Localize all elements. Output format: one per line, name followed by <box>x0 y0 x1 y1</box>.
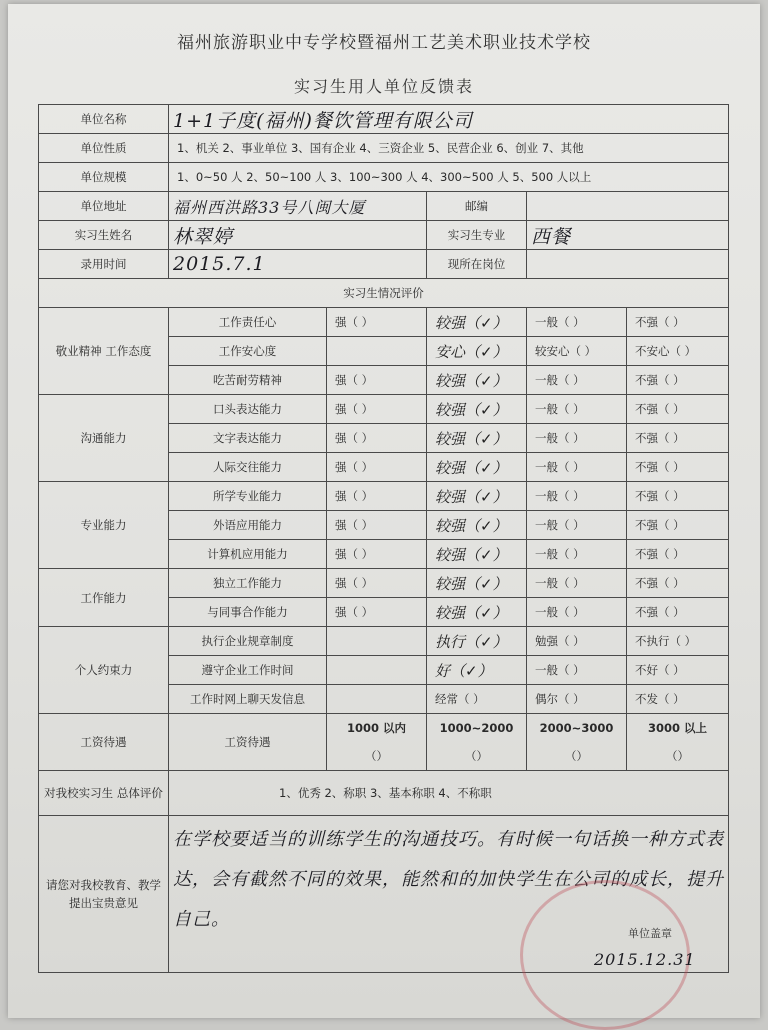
eval-option[interactable]: 强（ ） <box>327 540 427 569</box>
unit-address-value[interactable]: 福州西洪路33号八闽大厦 <box>169 192 427 221</box>
eval-option[interactable]: 不强（ ） <box>627 308 729 337</box>
eval-row <box>39 308 729 337</box>
eval-item: 口头表达能力 <box>169 395 327 424</box>
salary-option[interactable]: 2000~3000 <box>527 714 627 743</box>
unit-scale-row <box>39 163 729 192</box>
eval-option[interactable]: 较强（✓） <box>427 366 527 395</box>
eval-option[interactable]: 一般（ ） <box>527 453 627 482</box>
eval-option[interactable]: 强（ ） <box>327 308 427 337</box>
eval-option[interactable]: 一般（ ） <box>527 598 627 627</box>
feedback-table <box>38 104 729 973</box>
eval-option[interactable]: 较强（✓） <box>427 453 527 482</box>
intern-major-value[interactable]: 西餐 <box>527 221 729 250</box>
eval-option[interactable]: 较强（✓） <box>427 482 527 511</box>
eval-option[interactable]: 较安心（ ） <box>527 337 627 366</box>
salary-paren[interactable]: （） <box>627 742 729 771</box>
eval-option[interactable]: 一般（ ） <box>527 569 627 598</box>
eval-row <box>39 395 729 424</box>
eval-option[interactable]: 强（ ） <box>327 366 427 395</box>
eval-option <box>327 656 427 685</box>
unit-address-row <box>39 192 729 221</box>
eval-option[interactable]: 较强（✓） <box>427 511 527 540</box>
eval-option[interactable]: 较强（✓） <box>427 395 527 424</box>
eval-option[interactable]: 强（ ） <box>327 482 427 511</box>
eval-item: 吃苦耐劳精神 <box>169 366 327 395</box>
eval-option[interactable]: 一般（ ） <box>527 308 627 337</box>
eval-option[interactable]: 较强（✓） <box>427 424 527 453</box>
eval-option[interactable]: 强（ ） <box>327 453 427 482</box>
eval-option[interactable]: 一般（ ） <box>527 656 627 685</box>
eval-option[interactable]: 偶尔（ ） <box>527 685 627 714</box>
eval-option[interactable]: 好（✓） <box>427 656 527 685</box>
salary-option[interactable]: 1000~2000 <box>427 714 527 743</box>
eval-option[interactable]: 不强（ ） <box>627 540 729 569</box>
eval-option[interactable]: 一般（ ） <box>527 366 627 395</box>
eval-option[interactable]: 勉强（ ） <box>527 627 627 656</box>
eval-option[interactable]: 不强（ ） <box>627 511 729 540</box>
eval-group-label: 敬业精神 工作态度 <box>39 308 169 395</box>
eval-option[interactable]: 不强（ ） <box>627 395 729 424</box>
unit-nature-row <box>39 134 729 163</box>
hire-time-row <box>39 250 729 279</box>
overall-options[interactable]: 1、优秀 2、称职 3、基本称职 4、不称职 <box>169 771 729 816</box>
evaluation-header-row <box>39 279 729 308</box>
eval-option[interactable]: 不安心（ ） <box>627 337 729 366</box>
eval-option[interactable]: 一般（ ） <box>527 395 627 424</box>
eval-item: 人际交往能力 <box>169 453 327 482</box>
salary-option[interactable]: 1000 以内 <box>327 714 427 743</box>
eval-option[interactable]: 不强（ ） <box>627 453 729 482</box>
salary-paren[interactable]: （） <box>527 742 627 771</box>
eval-option[interactable]: 不强（ ） <box>627 366 729 395</box>
overall-row <box>39 771 729 816</box>
seal-label: 单位盖章 <box>628 927 672 940</box>
hire-time-label: 录用时间 <box>39 250 169 279</box>
intern-major-label: 实习生专业 <box>427 221 527 250</box>
eval-group-label: 工作能力 <box>39 569 169 627</box>
eval-option[interactable]: 经常（ ） <box>427 685 527 714</box>
eval-option[interactable]: 不强（ ） <box>627 569 729 598</box>
eval-item: 执行企业规章制度 <box>169 627 327 656</box>
suggestion-label: 请您对我校教育、教学提出宝贵意见 <box>39 816 169 973</box>
eval-item: 所学专业能力 <box>169 482 327 511</box>
eval-option[interactable]: 安心（✓） <box>427 337 527 366</box>
eval-row <box>39 569 729 598</box>
unit-name-value[interactable]: 1+1子度(福州)餐饮管理有限公司 <box>169 105 729 134</box>
hire-time-value[interactable]: 2015.7.1 <box>169 250 427 279</box>
salary-paren[interactable]: （） <box>427 742 527 771</box>
eval-option[interactable]: 强（ ） <box>327 424 427 453</box>
eval-row <box>39 482 729 511</box>
suggestion-text[interactable]: 在学校要适当的训练学生的沟通技巧。有时候一句话换一种方式表达，会有截然不同的效果，能然和的加快学生在公司的成长，提升自己。 <box>169 816 729 973</box>
eval-option[interactable]: 较强（✓） <box>427 569 527 598</box>
overall-label: 对我校实习生 总体评价 <box>39 771 169 816</box>
intern-name-value[interactable]: 林翠婷 <box>169 221 427 250</box>
school-title: 福州旅游职业中专学校暨福州工艺美术职业技术学校 <box>177 33 591 53</box>
eval-option <box>327 627 427 656</box>
eval-group-label: 沟通能力 <box>39 395 169 482</box>
unit-nature-label: 单位性质 <box>39 134 169 163</box>
eval-item: 遵守企业工作时间 <box>169 656 327 685</box>
eval-option[interactable]: 一般（ ） <box>527 482 627 511</box>
eval-option[interactable]: 执行（✓） <box>427 627 527 656</box>
intern-name-row <box>39 221 729 250</box>
eval-option[interactable]: 不执行（ ） <box>627 627 729 656</box>
eval-option[interactable]: 不强（ ） <box>627 482 729 511</box>
eval-option[interactable]: 较强（✓） <box>427 308 527 337</box>
eval-group-label: 专业能力 <box>39 482 169 569</box>
eval-option[interactable]: 强（ ） <box>327 511 427 540</box>
eval-option[interactable]: 强（ ） <box>327 395 427 424</box>
postcode-label: 邮编 <box>427 192 527 221</box>
salary-paren[interactable]: （） <box>327 742 427 771</box>
eval-item: 独立工作能力 <box>169 569 327 598</box>
evaluation-section-title: 实习生情况评价 <box>39 279 729 308</box>
unit-address-label: 单位地址 <box>39 192 169 221</box>
eval-item: 计算机应用能力 <box>169 540 327 569</box>
eval-option[interactable]: 一般（ ） <box>527 511 627 540</box>
eval-row <box>39 627 729 656</box>
unit-scale-label: 单位规模 <box>39 163 169 192</box>
salary-item-label: 工资待遇 <box>169 714 327 771</box>
eval-option[interactable]: 不强（ ） <box>627 424 729 453</box>
salary-group-label: 工资待遇 <box>39 714 169 771</box>
eval-option[interactable]: 不好（ ） <box>627 656 729 685</box>
unit-name-row <box>39 105 729 134</box>
intern-name-label: 实习生姓名 <box>39 221 169 250</box>
unit-name-label: 单位名称 <box>39 105 169 134</box>
eval-option[interactable]: 较强（✓） <box>427 598 527 627</box>
current-position-value[interactable] <box>527 250 729 279</box>
eval-option <box>327 337 427 366</box>
form-title: 实习生用人单位反馈表 <box>293 77 474 96</box>
eval-option[interactable]: 不发（ ） <box>627 685 729 714</box>
eval-group-label: 个人约束力 <box>39 627 169 714</box>
eval-option[interactable]: 一般（ ） <box>527 540 627 569</box>
eval-option[interactable]: 较强（✓） <box>427 540 527 569</box>
postcode-value[interactable] <box>527 192 729 221</box>
eval-option[interactable]: 强（ ） <box>327 569 427 598</box>
unit-nature-options[interactable]: 1、机关 2、事业单位 3、国有企业 4、三资企业 5、民营企业 6、创业 7、其他 <box>169 134 729 163</box>
eval-item: 工作时网上聊天发信息 <box>169 685 327 714</box>
unit-scale-options[interactable]: 1、0~50 人 2、50~100 人 3、100~300 人 4、300~500 人 5、500 人以上 <box>169 163 729 192</box>
eval-item: 外语应用能力 <box>169 511 327 540</box>
salary-option[interactable]: 3000 以上 <box>627 714 729 743</box>
eval-option <box>327 685 427 714</box>
eval-item: 工作责任心 <box>169 308 327 337</box>
signature-date: 2015.12.31 <box>594 950 696 969</box>
eval-item: 与同事合作能力 <box>169 598 327 627</box>
salary-row <box>39 714 729 743</box>
eval-option[interactable]: 不强（ ） <box>627 598 729 627</box>
eval-item: 工作安心度 <box>169 337 327 366</box>
eval-item: 文字表达能力 <box>169 424 327 453</box>
current-position-label: 现所在岗位 <box>427 250 527 279</box>
eval-option[interactable]: 一般（ ） <box>527 424 627 453</box>
eval-option[interactable]: 强（ ） <box>327 598 427 627</box>
